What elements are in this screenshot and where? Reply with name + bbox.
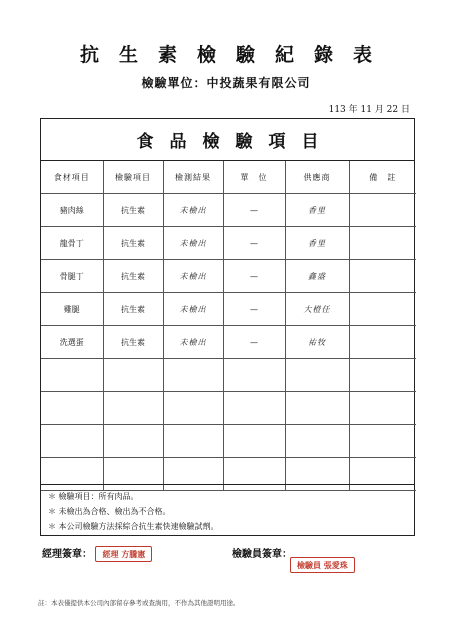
cell-result: 未檢出: [163, 260, 223, 293]
cell-item: [41, 425, 103, 458]
cell-test: 抗生素: [103, 227, 163, 260]
cell-result: [163, 425, 223, 458]
cell-unit: [223, 359, 285, 392]
header-result: 檢測結果: [163, 161, 223, 194]
cell-result: 未檢出: [163, 293, 223, 326]
manager-signature: [42, 545, 152, 560]
cell-result: [163, 392, 223, 425]
cell-unit: —: [223, 227, 285, 260]
cell-supplier: 大橙任: [285, 293, 349, 326]
cell-test: 抗生素: [103, 293, 163, 326]
cell-item: 骨腿丁: [41, 260, 103, 293]
table-row: [41, 260, 416, 293]
table-row: [41, 293, 416, 326]
inspector-stamp: 檢驗員 張愛珠: [290, 557, 355, 573]
cell-supplier: [285, 392, 349, 425]
header-item: 食材項目: [41, 161, 103, 194]
cell-note: [349, 392, 416, 425]
cell-supplier: 香里: [285, 227, 349, 260]
inspection-date: 113 年 11 月 22 日: [328, 105, 410, 115]
header-unit: 單 位: [223, 161, 285, 194]
cell-result: 未檢出: [163, 194, 223, 227]
cell-unit: —: [223, 260, 285, 293]
cell-test: 抗生素: [103, 326, 163, 359]
cell-unit: [223, 425, 285, 458]
cell-result: 未檢出: [163, 326, 223, 359]
inspection-unit: 檢驗單位：中投蔬果有限公司: [141, 76, 311, 90]
cell-supplier: [285, 359, 349, 392]
footer-note: 註：本表僅提供本公司內部留存參考或查詢用，不作為其他證明用途。: [38, 599, 240, 607]
header-test: 檢驗項目: [103, 161, 163, 194]
section-title: 食品檢驗項目: [41, 119, 414, 161]
table-row: [41, 425, 416, 458]
table-row: [41, 392, 416, 425]
manager-label: 經理簽章：: [42, 549, 92, 560]
manager-stamp: 經理 方騰憲: [95, 546, 152, 562]
cell-unit: —: [223, 326, 285, 359]
cell-note: [349, 227, 416, 260]
cell-test: [103, 359, 163, 392]
cell-test: [103, 392, 163, 425]
document-title: 抗生素檢驗紀錄表: [79, 44, 392, 66]
cell-supplier: 香里: [285, 194, 349, 227]
header-note: 備 註: [349, 161, 416, 194]
cell-note: [349, 260, 416, 293]
cell-supplier: 鑫盛: [285, 260, 349, 293]
cell-supplier: [285, 425, 349, 458]
inspector-stamp-wrap: [290, 560, 355, 571]
cell-item: 雞腿: [41, 293, 103, 326]
header-supplier: 供應商: [285, 161, 349, 194]
cell-item: 豬肉絲: [41, 194, 103, 227]
cell-note: [349, 326, 416, 359]
cell-unit: —: [223, 194, 285, 227]
inspection-sheet: [40, 118, 415, 536]
table-row: [41, 194, 416, 227]
cell-note: [349, 359, 416, 392]
cell-result: 未檢出: [163, 227, 223, 260]
table-row: [41, 326, 416, 359]
cell-test: [103, 425, 163, 458]
cell-unit: —: [223, 293, 285, 326]
cell-item: 洗選蛋: [41, 326, 103, 359]
note-line: ＊ 未檢出為合格、檢出為不合格。: [48, 507, 171, 516]
cell-item: [41, 392, 103, 425]
cell-item: [41, 359, 103, 392]
cell-note: [349, 425, 416, 458]
note-line: ＊ 本公司檢驗方法採綜合抗生素快速檢驗試劑。: [48, 522, 219, 531]
inspector-label: 檢驗員簽章：: [232, 549, 292, 560]
inspector-signature: [232, 545, 292, 560]
notes-box: [40, 484, 415, 536]
cell-result: [163, 359, 223, 392]
cell-test: 抗生素: [103, 260, 163, 293]
table-row: [41, 359, 416, 392]
cell-unit: [223, 392, 285, 425]
table-row: [41, 227, 416, 260]
cell-test: 抗生素: [103, 194, 163, 227]
cell-supplier: 祐牧: [285, 326, 349, 359]
cell-note: [349, 194, 416, 227]
cell-note: [349, 293, 416, 326]
inspection-table: [41, 161, 416, 491]
note-line: ＊ 檢驗項目：所有肉品。: [48, 492, 139, 501]
cell-item: 龍骨丁: [41, 227, 103, 260]
table-header-row: [41, 161, 416, 194]
